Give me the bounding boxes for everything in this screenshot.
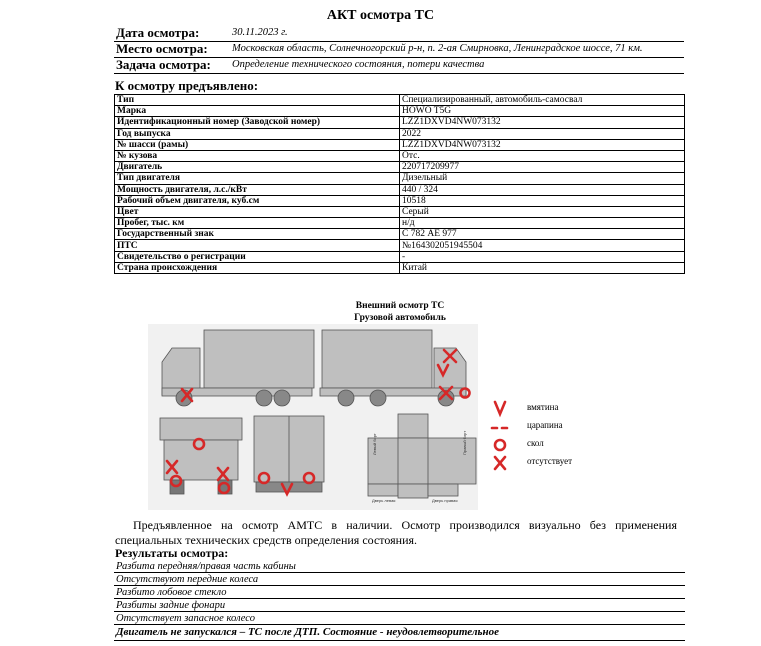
result-row: Разбита передняя/правая часть кабины (114, 560, 685, 573)
door-left-label: Дверь левая (372, 498, 396, 503)
spec-value: HOWO T5G (400, 106, 685, 117)
spec-key: Свидетельство о регистрации (115, 251, 400, 262)
result-row: Отсутствует запасное колесо (114, 612, 685, 625)
result-row: Разбиты задние фонари (114, 599, 685, 612)
spec-value: 2022 (400, 128, 685, 139)
result-row: Отсутствуют передние колеса (114, 573, 685, 586)
legend-missing-icon (495, 457, 505, 469)
header-label: Дата осмотра: (116, 25, 200, 40)
spec-value: С 782 АЕ 977 (400, 229, 685, 240)
right-side-label: Правый борт (462, 430, 467, 455)
door-right-label: Дверь правая (432, 498, 458, 503)
spec-value: №164302051945504 (400, 240, 685, 251)
results-heading: Результаты осмотра: (115, 546, 229, 560)
figure-title-line2: Грузовой автомобиль (354, 313, 446, 323)
header-label: Место осмотра: (116, 41, 208, 56)
spec-key: Тип (115, 95, 400, 106)
legend-missing-label: отсутствует (527, 456, 573, 466)
spec-value: LZZ1DXVD4NW073132 (400, 117, 685, 128)
spec-key: Мощность двигателя, л.с./кВт (115, 184, 400, 195)
spec-key: Год выпуска (115, 128, 400, 139)
legend-scratch-label: царапина (527, 420, 563, 430)
legend-chip-icon (495, 440, 505, 450)
spec-key: № кузова (115, 150, 400, 161)
spec-value: Дизельный (400, 173, 685, 184)
spec-value: 440 / 324 (400, 184, 685, 195)
left-side-label: Левый борт (372, 433, 377, 455)
header-value: Московская область, Солнечногорский р-н, п. 2-ая Смирновка, Ленинградское шоссе, 71 км. (232, 43, 643, 54)
legend-chip-label: скол (527, 438, 544, 448)
spec-key: Страна происхождения (115, 262, 400, 273)
spec-key: Идентификационный номер (Заводской номер) (115, 117, 400, 128)
spec-value: LZZ1DXVD4NW073132 (400, 139, 685, 150)
legend-dent-label: вмятина (527, 402, 559, 412)
inspection-paragraph: Предъявленное на осмотр АМТС в наличии. Осмотр производился визуально без применения специальных технических средств определения состояния. (115, 518, 677, 547)
header-value: 30.11.2023 г. (232, 27, 288, 38)
spec-key: Пробег, тыс. км (115, 218, 400, 229)
result-row: Разбито лобовое стекло (114, 586, 685, 599)
spec-key: Рабочий объем двигателя, куб.см (115, 195, 400, 206)
header-value: Определение технического состояния, потери качества (232, 59, 485, 70)
spec-value: 10518 (400, 195, 685, 206)
spec-value: Китай (400, 262, 685, 273)
spec-key: № шасси (рамы) (115, 139, 400, 150)
spec-key: Двигатель (115, 162, 400, 173)
spec-value: 220717209977 (400, 162, 685, 173)
header-label: Задача осмотра: (116, 57, 211, 72)
spec-value: - (400, 251, 685, 262)
spec-key: ПТС (115, 240, 400, 251)
legend-dent-icon (495, 402, 505, 414)
spec-key: Государственный знак (115, 229, 400, 240)
presented-heading: К осмотру предъявлено: (115, 78, 259, 93)
spec-value: Специализированный, автомобиль-самосвал (400, 95, 685, 106)
spec-key: Тип двигателя (115, 173, 400, 184)
figure-title-line1: Внешний осмотр ТС (355, 301, 445, 311)
spec-value: Отс. (400, 150, 685, 161)
result-final-row: Двигатель не запускался – ТС после ДТП. Состояние - неудовлетворительное (114, 626, 685, 641)
doc-title: АКТ осмотра ТС (326, 8, 435, 23)
spec-key: Цвет (115, 206, 400, 217)
spec-key: Марка (115, 106, 400, 117)
spec-value: н/д (400, 218, 685, 229)
spec-value: Серый (400, 206, 685, 217)
